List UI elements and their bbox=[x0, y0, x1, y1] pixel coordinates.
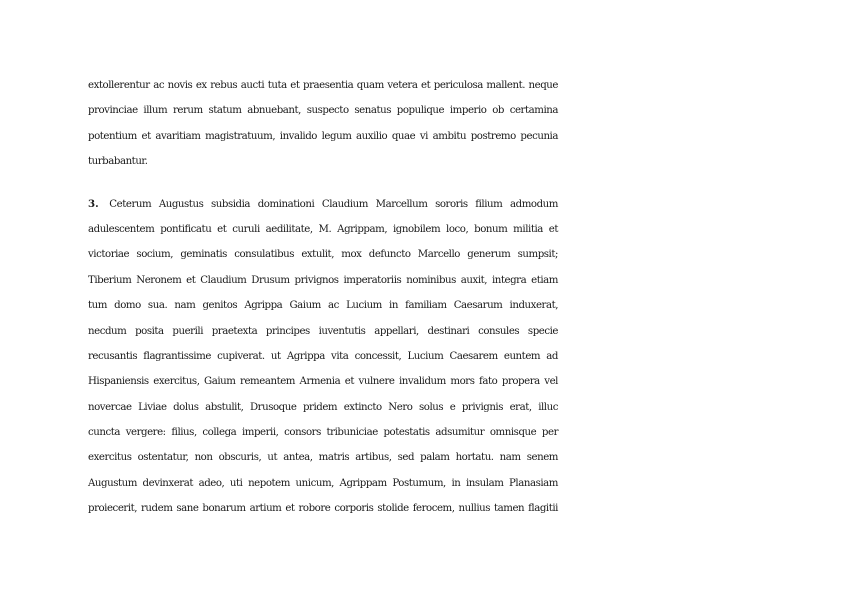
text-line: victoriae socium, geminatis consulatibus extulit, mox defuncto Marcello generum sumpsit; bbox=[88, 249, 558, 261]
text-line: exercitus ostentatur, non obscuris, ut antea, matris artibus, sed palam hortatu. nam senem bbox=[88, 452, 558, 464]
text-line: Tiberium Neronem et Claudium Drusum privignos imperatoriis nominibus auxit, integra etiam bbox=[88, 274, 558, 286]
text-line: novercae Liviae dolus abstulit, Drusoque pridem extincto Nero solus e privignis erat, illuc bbox=[88, 401, 558, 413]
text-line: Hispaniensis exercitus, Gaium remeantem Armenia et vulnere invalidum mors fato propera vel bbox=[88, 376, 558, 388]
text-line: turbabantur. bbox=[88, 156, 148, 168]
text-line: proiecerit, rudem sane bonarum artium et robore corporis stolide ferocem, nullius tamen flagitii bbox=[88, 503, 558, 515]
text-line-content: Ceterum Augustus subsidia dominationi Claudium Marcellum sororis filium admodum bbox=[109, 198, 558, 210]
section-number: 3. bbox=[88, 197, 99, 210]
text-line: cuncta vergere: filius, collega imperii, consors tribuniciae potestatis adsumitur omnisque per bbox=[88, 427, 558, 439]
text-line: adulescentem pontificatu et curuli aedilitate, M. Agrippam, ignobilem loco, bonum militia et bbox=[88, 223, 558, 235]
paragraph-section-3 bbox=[88, 192, 558, 522]
text-line: potentium et avaritiam magistratuum, invalido legum auxilio quae vi ambitu postremo pecunia bbox=[88, 130, 558, 142]
document-page bbox=[88, 73, 558, 522]
text-line: provinciae illum rerum statum abnuebant, suspecto senatus populique imperio ob certamina bbox=[88, 105, 558, 117]
paragraph-continuation bbox=[88, 73, 558, 175]
text-line: tum domo sua. nam genitos Agrippa Gaium ac Lucium in familiam Caesarum induxerat, bbox=[88, 300, 558, 312]
text-line: recusantis flagrantissime cupiverat. ut Agrippa vita concessit, Lucium Caesarem euntem ad bbox=[88, 350, 558, 362]
text-line: Augustum devinxerat adeo, uti nepotem unicum, Agrippam Postumum, in insulam Planasiam bbox=[88, 477, 558, 489]
text-line-first bbox=[88, 192, 558, 217]
text-line: necdum posita puerili praetexta principes iuventutis appellari, destinari consules specie bbox=[88, 325, 558, 337]
text-line: extollerentur ac novis ex rebus aucti tuta et praesentia quam vetera et periculosa mallent. neque bbox=[88, 80, 558, 91]
